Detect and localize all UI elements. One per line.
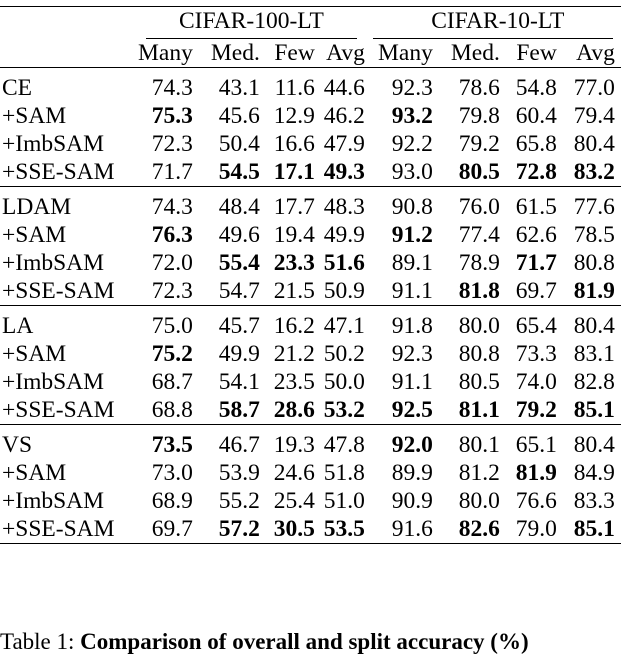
value-cell: 77.4	[458, 222, 500, 248]
value-cell: 75.2	[151, 341, 193, 367]
value-cell: 43.1	[193, 68, 260, 103]
column-header: Few	[274, 40, 315, 66]
value-cell: 25.4	[273, 488, 315, 514]
value-cell: 69.7	[138, 515, 193, 544]
value-cell: 78.9	[458, 250, 500, 276]
value-cell: 49.6	[218, 222, 260, 248]
method-cell: +SSE-SAM	[2, 278, 115, 304]
value-cell: 85.1	[573, 397, 615, 423]
value-cell: 72.0	[151, 250, 193, 276]
value-cell: 80.4	[573, 131, 615, 157]
value-cell: 91.8	[365, 306, 433, 341]
value-cell: 47.8	[315, 425, 365, 460]
value-cell: 30.5	[260, 515, 315, 544]
value-cell: 79.4	[573, 103, 615, 129]
value-cell: 80.0	[433, 306, 500, 341]
value-cell: 55.4	[218, 250, 260, 276]
value-cell: 17.1	[273, 159, 315, 185]
value-cell: 80.8	[458, 341, 500, 367]
method-cell: +SAM	[2, 103, 67, 129]
value-cell: 74.3	[138, 68, 193, 103]
value-cell: 74.0	[515, 369, 557, 395]
value-cell: 76.6	[515, 488, 557, 514]
value-cell: 45.6	[218, 103, 260, 129]
value-cell: 77.0	[557, 68, 621, 103]
value-cell: 92.2	[391, 131, 433, 157]
column-header-row	[0, 39, 621, 68]
column-header: Few	[516, 40, 557, 66]
value-cell: 89.9	[391, 460, 433, 486]
value-cell: 62.6	[515, 222, 557, 248]
value-cell: 78.5	[573, 222, 615, 248]
table-row	[0, 158, 621, 187]
value-cell: 80.1	[433, 425, 500, 460]
value-cell: 21.5	[273, 278, 315, 304]
value-cell: 50.9	[323, 278, 365, 304]
value-cell: 69.7	[515, 278, 557, 304]
value-cell: 80.4	[557, 425, 621, 460]
value-cell: 65.4	[500, 306, 557, 341]
value-cell: 73.3	[515, 341, 557, 367]
value-cell: 75.0	[138, 306, 193, 341]
method-cell: +SAM	[2, 222, 67, 248]
value-cell: 90.8	[365, 187, 433, 222]
value-cell: 76.0	[433, 187, 500, 222]
value-cell: 48.4	[193, 187, 260, 222]
value-cell: 23.5	[273, 369, 315, 395]
method-cell: +SSE-SAM	[2, 397, 115, 423]
value-cell: 50.0	[323, 369, 365, 395]
group-header-row	[0, 7, 621, 40]
value-cell: 71.7	[151, 159, 193, 185]
value-cell: 73.0	[151, 460, 193, 486]
value-cell: 72.8	[515, 159, 557, 185]
method-cell: +ImbSAM	[2, 131, 105, 157]
value-cell: 92.0	[365, 425, 433, 460]
table-row	[0, 368, 621, 396]
value-cell: 92.5	[391, 397, 433, 423]
value-cell: 90.9	[391, 488, 433, 514]
value-cell: 91.1	[391, 369, 433, 395]
value-cell: 74.3	[138, 187, 193, 222]
method-cell: +SAM	[2, 460, 67, 486]
column-header: Med.	[450, 40, 500, 66]
value-cell: 12.9	[273, 103, 315, 129]
value-cell: 53.5	[315, 515, 365, 544]
value-cell: 46.7	[193, 425, 260, 460]
method-cell: +ImbSAM	[2, 250, 105, 276]
value-cell: 92.3	[391, 341, 433, 367]
value-cell: 80.5	[458, 369, 500, 395]
method-header	[0, 7, 138, 40]
value-cell: 91.1	[391, 278, 433, 304]
value-cell: 75.3	[151, 103, 193, 129]
method-cell: CE	[0, 68, 138, 103]
table-row	[0, 487, 621, 515]
value-cell: 72.3	[151, 278, 193, 304]
value-cell: 54.7	[218, 278, 260, 304]
value-cell: 49.9	[323, 222, 365, 248]
column-header: Many	[378, 40, 433, 66]
value-cell: 91.6	[365, 515, 433, 544]
value-cell: 93.0	[391, 159, 433, 185]
value-cell: 50.4	[218, 131, 260, 157]
column-header: Avg	[326, 40, 365, 66]
table-row	[0, 102, 621, 130]
value-cell: 53.2	[323, 397, 365, 423]
table-row	[0, 396, 621, 425]
value-cell: 72.3	[151, 131, 193, 157]
method-cell: +SSE-SAM	[2, 159, 115, 185]
table-row	[0, 459, 621, 487]
value-cell: 28.6	[273, 397, 315, 423]
column-header: Med.	[210, 40, 260, 66]
method-cell: LA	[0, 306, 138, 341]
value-cell: 73.5	[138, 425, 193, 460]
value-cell: 79.2	[515, 397, 557, 423]
table-row	[0, 187, 621, 222]
value-cell: 49.9	[218, 341, 260, 367]
value-cell: 77.6	[557, 187, 621, 222]
value-cell: 21.2	[273, 341, 315, 367]
method-cell: +SSE-SAM	[0, 515, 138, 544]
value-cell: 16.2	[260, 306, 315, 341]
value-cell: 51.8	[323, 460, 365, 486]
value-cell: 71.7	[515, 250, 557, 276]
value-cell: 79.0	[500, 515, 557, 544]
value-cell: 91.2	[391, 222, 433, 248]
table-body	[0, 68, 621, 544]
group-header-cifar10	[365, 7, 621, 40]
table-row	[0, 515, 621, 544]
value-cell: 17.7	[260, 187, 315, 222]
value-cell: 82.6	[433, 515, 500, 544]
value-cell: 54.1	[218, 369, 260, 395]
table-row	[0, 306, 621, 341]
group-label: CIFAR-100-LT	[178, 8, 324, 34]
method-cell: VS	[0, 425, 138, 460]
value-cell: 16.6	[273, 131, 315, 157]
results-table	[0, 6, 621, 544]
table-row	[0, 68, 621, 103]
value-cell: 89.1	[391, 250, 433, 276]
value-cell: 45.7	[193, 306, 260, 341]
value-cell: 83.3	[573, 488, 615, 514]
value-cell: 55.2	[218, 488, 260, 514]
value-cell: 81.9	[573, 278, 615, 304]
value-cell: 46.2	[323, 103, 365, 129]
value-cell: 54.8	[500, 68, 557, 103]
value-cell: 23.3	[273, 250, 315, 276]
value-cell: 84.9	[573, 460, 615, 486]
value-cell: 49.3	[323, 159, 365, 185]
value-cell: 81.8	[458, 278, 500, 304]
value-cell: 68.8	[151, 397, 193, 423]
group-header-cifar100	[138, 7, 365, 40]
value-cell: 47.1	[315, 306, 365, 341]
value-cell: 68.7	[151, 369, 193, 395]
value-cell: 19.4	[273, 222, 315, 248]
value-cell: 81.9	[515, 460, 557, 486]
value-cell: 68.9	[151, 488, 193, 514]
value-cell: 81.1	[458, 397, 500, 423]
value-cell: 80.5	[458, 159, 500, 185]
table-row	[0, 130, 621, 158]
value-cell: 79.8	[458, 103, 500, 129]
value-cell: 48.3	[315, 187, 365, 222]
value-cell: 57.2	[193, 515, 260, 544]
value-cell: 24.6	[273, 460, 315, 486]
value-cell: 53.9	[218, 460, 260, 486]
value-cell: 79.2	[458, 131, 500, 157]
value-cell: 85.1	[557, 515, 621, 544]
value-cell: 58.7	[218, 397, 260, 423]
group-label: CIFAR-10-LT	[431, 8, 565, 34]
value-cell: 93.2	[391, 103, 433, 129]
caption-title: Comparison of overall and split accuracy (%)	[80, 629, 529, 654]
column-header: Avg	[576, 40, 615, 66]
table-row	[0, 425, 621, 460]
value-cell: 81.2	[458, 460, 500, 486]
value-cell: 83.1	[573, 341, 615, 367]
method-cell: +ImbSAM	[2, 488, 105, 514]
caption-prefix: Table 1:	[0, 629, 81, 654]
table-row	[0, 340, 621, 368]
value-cell: 82.8	[573, 369, 615, 395]
value-cell: 83.2	[573, 159, 615, 185]
value-cell: 60.4	[515, 103, 557, 129]
value-cell: 78.6	[433, 68, 500, 103]
column-header: Many	[138, 40, 193, 66]
table-caption	[0, 628, 529, 656]
value-cell: 51.6	[323, 250, 365, 276]
value-cell: 47.9	[323, 131, 365, 157]
value-cell: 76.3	[151, 222, 193, 248]
method-cell: +SAM	[2, 341, 67, 367]
table-row	[0, 249, 621, 277]
value-cell: 51.0	[323, 488, 365, 514]
value-cell: 54.5	[218, 159, 260, 185]
method-cell: LDAM	[0, 187, 138, 222]
value-cell: 44.6	[315, 68, 365, 103]
value-cell: 11.6	[260, 68, 315, 103]
value-cell: 50.2	[323, 341, 365, 367]
value-cell: 19.3	[260, 425, 315, 460]
value-cell: 65.8	[515, 131, 557, 157]
method-cell: +ImbSAM	[2, 369, 105, 395]
value-cell: 65.1	[500, 425, 557, 460]
value-cell: 80.8	[573, 250, 615, 276]
table-row	[0, 221, 621, 249]
table-row	[0, 277, 621, 306]
value-cell: 61.5	[500, 187, 557, 222]
value-cell: 80.0	[458, 488, 500, 514]
value-cell: 92.3	[365, 68, 433, 103]
value-cell: 80.4	[557, 306, 621, 341]
